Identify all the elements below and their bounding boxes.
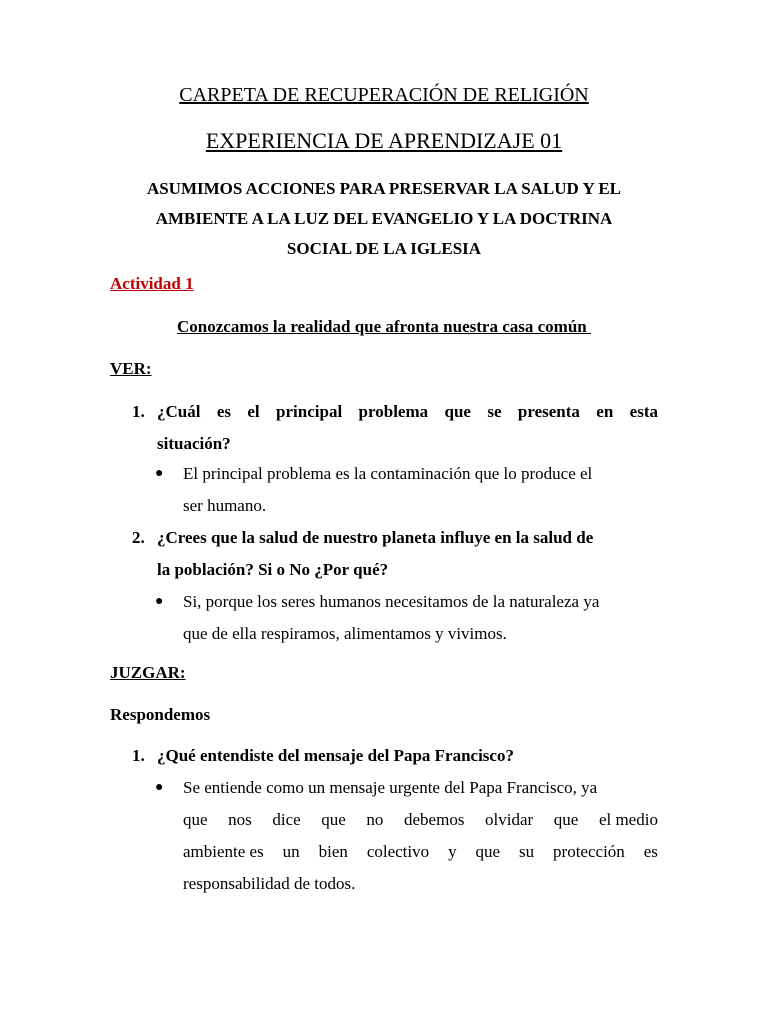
document-subtitle [100, 174, 668, 264]
word: olvidar [485, 810, 534, 829]
question-number: 1. [132, 402, 145, 421]
word: el medio [598, 810, 658, 829]
respondemos-heading: Respondemos [110, 705, 211, 724]
document-title: CARPETA DE RECUPERACIÓN DE RELIGIÓN [179, 84, 589, 106]
word: principal [276, 402, 343, 421]
answer-text [183, 458, 658, 522]
answer-juzgar-1 [155, 772, 658, 900]
word: presenta [517, 402, 580, 421]
question-text [157, 396, 658, 460]
experience-title: EXPERIENCIA DE APRENDIZAJE 01 [205, 128, 563, 153]
word: que [553, 810, 579, 829]
answer-line: ser humano. [183, 496, 267, 515]
activity-heading: Actividad 1 [110, 274, 194, 293]
answer-text [183, 772, 658, 900]
question-number: 2. [132, 528, 145, 547]
word: que [475, 842, 501, 861]
answer-line: responsabilidad de todos. [183, 874, 356, 893]
answer-line [183, 804, 658, 836]
word: esta [629, 402, 658, 421]
answer-line: que de ella respiramos, alimentamos y vivimos. [183, 624, 507, 643]
answer-line: Se entiende como un mensaje urgente del Papa Francisco, ya [183, 778, 598, 797]
bullet-icon: ● [155, 780, 164, 795]
subtitle-line: AMBIENTE A LA LUZ DEL EVANGELIO Y LA DOCTRINA [155, 209, 613, 228]
section-ver-heading: VER: [110, 359, 152, 378]
bullet-icon: ● [155, 594, 164, 609]
word: en [596, 402, 614, 421]
word: problema [358, 402, 429, 421]
word: se [487, 402, 502, 421]
word: no [366, 810, 384, 829]
word: dice [272, 810, 301, 829]
word: su [518, 842, 535, 861]
word: protección [553, 842, 625, 861]
word: es [216, 402, 232, 421]
question-line: la población? Si o No ¿Por qué? [157, 560, 389, 579]
lead-sentence: Conozcamos la realidad que afronta nuestra casa común [177, 317, 591, 336]
word: bien [318, 842, 348, 861]
question-line [157, 396, 658, 428]
answer-line: Si, porque los seres humanos necesitamos de la naturaleza ya [183, 592, 600, 611]
section-juzgar-heading: JUZGAR: [110, 663, 186, 682]
answer-line: El principal problema es la contaminación que lo produce el [183, 464, 593, 483]
word: ¿Cuál [157, 402, 201, 421]
word: ambiente es [183, 842, 264, 861]
question-line: ¿Qué entendiste del mensaje del Papa Francisco? [157, 746, 514, 765]
word: el [247, 402, 260, 421]
word: colectivo [366, 842, 430, 861]
answer-text [183, 586, 658, 650]
question-ver-1 [110, 396, 658, 460]
bullet-icon: ● [155, 466, 164, 481]
word: que [183, 810, 208, 829]
word: debemos [404, 810, 465, 829]
word: que [321, 810, 346, 829]
subtitle-line: SOCIAL DE LA IGLESIA [286, 239, 482, 258]
question-text [157, 740, 658, 772]
question-ver-2 [110, 522, 658, 586]
question-text [157, 522, 658, 586]
word: un [282, 842, 300, 861]
word: nos [228, 810, 252, 829]
question-juzgar-1 [110, 740, 658, 772]
answer-ver-2 [155, 586, 658, 650]
word: que [444, 402, 471, 421]
word: y [448, 842, 457, 861]
word: es [643, 842, 658, 861]
answer-line [183, 836, 658, 868]
question-number: 1. [132, 746, 145, 765]
subtitle-line: ASUMIMOS ACCIONES PARA PRESERVAR LA SALUD Y EL [146, 179, 622, 198]
answer-ver-1 [155, 458, 658, 522]
question-line: ¿Crees que la salud de nuestro planeta influye en la salud de [157, 528, 594, 547]
question-line: situación? [157, 434, 231, 453]
